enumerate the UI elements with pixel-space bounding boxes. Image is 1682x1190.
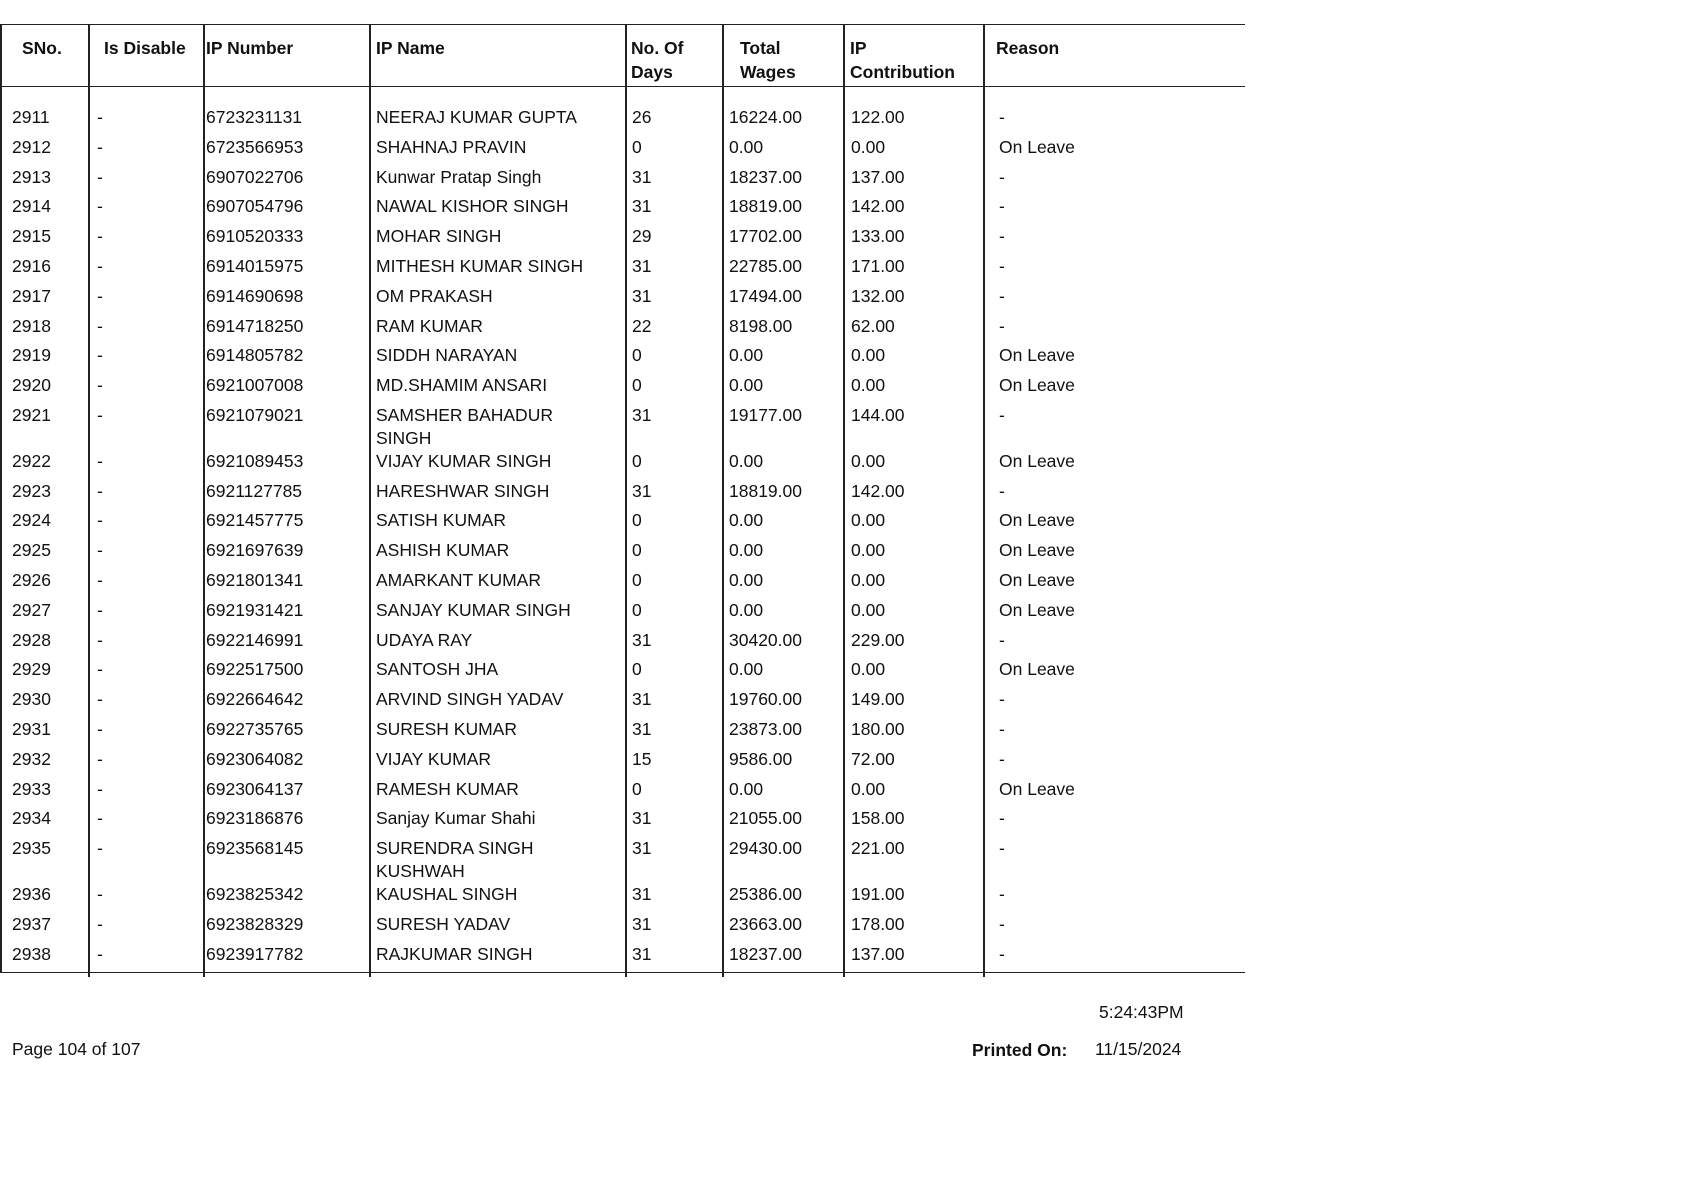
cell-sno: 2911 [12,107,50,127]
cell-total-wages: 0.00 [729,375,764,396]
cell-reason: On Leave [999,599,1075,620]
cell-reason: On Leave [999,510,1075,531]
cell-total-wages: 19760.00 [729,689,802,710]
cell-ip-number: 6907054796 [206,196,304,217]
cell-is-disable: - [97,375,103,396]
cell-reason: - [999,943,1005,964]
cell-days: 0 [632,375,642,396]
cell-ip-number: 6723231131 [206,107,303,127]
cell-ip-number: 6921457775 [206,510,304,531]
cell-is-disable: - [97,450,103,471]
cell-is-disable: - [97,196,103,217]
cell-total-wages: 0.00 [729,136,764,157]
cell-ip-name: RAM KUMAR [376,315,483,336]
cell-sno: 2933 [12,778,51,799]
cell-is-disable: - [97,778,103,799]
cell-reason: On Leave [999,540,1075,561]
cell-days: 31 [632,196,652,217]
cell-sno: 2937 [12,913,51,934]
cell-sno: 2914 [12,196,51,217]
cell-sno: 2923 [12,480,51,501]
header-ip-number: IP Number [206,38,294,58]
cell-sno: 2924 [12,510,51,531]
cell-days: 29 [632,226,652,247]
cell-total-wages: 18819.00 [729,196,802,217]
cell-days: 31 [632,285,652,306]
cell-days: 0 [632,570,642,590]
cell-reason: On Leave [999,659,1075,680]
cell-is-disable: - [97,629,103,650]
cell-ip-name: SANJAY KUMAR SINGH [376,599,571,620]
cell-total-wages: 0.00 [729,599,764,620]
printed-on-label: Printed On: [972,1040,1068,1060]
header-sno: SNo. [22,38,62,58]
cell-total-wages: 29430.00 [729,838,802,859]
cell-sno: 2915 [12,226,51,247]
cell-reason: - [999,629,1005,650]
column-divider [843,24,845,977]
cell-total-wages: 0.00 [729,450,764,471]
cell-is-disable: - [97,345,103,366]
cell-days: 0 [632,659,642,680]
cell-ip-contribution: 0.00 [851,599,886,620]
cell-is-disable: - [97,570,103,590]
cell-ip-name: SURESH YADAV [376,913,511,934]
cell-ip-contribution: 0.00 [851,570,886,590]
cell-total-wages: 0.00 [729,345,764,366]
cell-reason: - [999,107,1005,127]
column-divider [0,24,2,972]
cell-ip-number: 6923064082 [206,748,304,769]
cell-ip-contribution: 142.00 [851,196,905,217]
cell-ip-number: 6921007008 [206,375,304,396]
cell-total-wages: 21055.00 [729,808,802,829]
cell-ip-name: SURESH KUMAR [376,719,517,739]
cell-sno: 2936 [12,884,51,904]
cell-ip-number: 6921127785 [206,480,303,501]
cell-ip-number: 6923825342 [206,884,304,904]
cell-sno: 2918 [12,315,51,336]
cell-ip-name: NAWAL KISHOR SINGH [376,196,569,217]
cell-sno: 2919 [12,345,51,366]
cell-reason: - [999,285,1005,306]
cell-ip-contribution: 142.00 [851,480,905,501]
cell-ip-number: 6914805782 [206,345,304,366]
cell-ip-contribution: 0.00 [851,540,886,561]
cell-days: 0 [632,345,642,366]
cell-is-disable: - [97,510,103,531]
cell-sno: 2931 [12,719,51,739]
cell-days: 22 [632,315,652,336]
page-number: Page 104 of 107 [12,1039,141,1059]
cell-is-disable: - [97,808,103,829]
cell-ip-contribution: 0.00 [851,450,886,471]
cell-ip-name: OM PRAKASH [376,285,493,306]
header-days: No. Of Days [631,38,684,82]
cell-days: 31 [632,943,652,964]
cell-ip-name: SHAHNAJ PRAVIN [376,136,527,157]
cell-total-wages: 0.00 [729,659,764,680]
header-reason: Reason [996,38,1060,58]
cell-ip-contribution: 229.00 [851,629,905,650]
column-divider [88,24,90,977]
cell-reason: - [999,748,1005,769]
cell-reason: - [999,689,1005,710]
cell-ip-contribution: 158.00 [851,808,905,829]
contribution-table [0,24,1245,977]
cell-is-disable: - [97,943,103,964]
cell-is-disable: - [97,659,103,680]
table-top-rule [0,24,1245,25]
cell-ip-name: ARVIND SINGH YADAV [376,689,564,710]
cell-days: 31 [632,913,652,934]
cell-ip-contribution: 132.00 [851,285,905,306]
column-divider [722,24,724,977]
cell-is-disable: - [97,913,103,934]
cell-sno: 2938 [12,943,51,964]
cell-total-wages: 17494.00 [729,285,802,306]
cell-days: 0 [632,450,642,471]
column-divider [983,24,985,977]
cell-days: 31 [632,719,652,739]
cell-ip-name: SATISH KUMAR [376,510,506,531]
cell-total-wages: 23873.00 [729,719,802,739]
cell-sno: 2917 [12,285,51,306]
cell-reason: - [999,719,1005,739]
cell-reason: - [999,256,1005,276]
cell-ip-name: AMARKANT KUMAR [376,570,541,590]
cell-reason: - [999,196,1005,217]
cell-days: 0 [632,778,642,799]
cell-sno: 2922 [12,450,51,471]
cell-ip-name: HARESHWAR SINGH [376,480,550,501]
cell-ip-contribution: 0.00 [851,136,886,157]
cell-ip-contribution: 149.00 [851,689,905,710]
cell-is-disable: - [97,226,103,247]
cell-ip-number: 6723566953 [206,136,304,157]
cell-ip-number: 6923186876 [206,808,304,829]
cell-ip-contribution: 221.00 [851,838,905,859]
cell-sno: 2929 [12,659,51,680]
cell-ip-contribution: 137.00 [851,943,905,964]
cell-ip-number: 6910520333 [206,226,304,247]
cell-ip-name: MD.SHAMIM ANSARI [376,375,548,396]
cell-ip-number: 6914690698 [206,285,304,306]
cell-sno: 2921 [12,405,51,425]
cell-sno: 2926 [12,570,51,590]
header-contribution: IP Contribution [850,38,955,82]
cell-ip-contribution: 171.00 [851,256,905,276]
cell-is-disable: - [97,405,103,425]
cell-total-wages: 0.00 [729,570,764,590]
header-is-disable: Is Disable [104,38,186,58]
cell-reason: - [999,838,1005,859]
cell-total-wages: 17702.00 [729,226,802,247]
cell-reason: - [999,315,1005,336]
cell-sno: 2934 [12,808,51,829]
cell-reason: On Leave [999,570,1075,590]
cell-is-disable: - [97,838,103,859]
cell-total-wages: 25386.00 [729,884,802,904]
cell-ip-number: 6907022706 [206,166,304,187]
cell-days: 15 [632,748,652,769]
cell-ip-name: VIJAY KUMAR SINGH [376,450,552,471]
cell-days: 31 [632,884,652,904]
cell-reason: On Leave [999,450,1075,471]
cell-sno: 2927 [12,599,51,620]
cell-reason: On Leave [999,345,1075,366]
cell-ip-contribution: 133.00 [851,226,905,247]
cell-ip-name: SIDDH NARAYAN [376,345,518,366]
cell-ip-contribution: 0.00 [851,510,886,531]
cell-total-wages: 9586.00 [729,748,793,769]
cell-is-disable: - [97,599,103,620]
cell-total-wages: 0.00 [729,778,764,799]
cell-ip-number: 6923064137 [206,778,304,799]
cell-days: 0 [632,136,642,157]
cell-ip-number: 6921697639 [206,540,304,561]
cell-ip-contribution: 0.00 [851,778,886,799]
cell-is-disable: - [97,689,103,710]
cell-is-disable: - [97,107,103,127]
cell-ip-number: 6921089453 [206,450,304,471]
cell-sno: 2932 [12,748,51,769]
cell-is-disable: - [97,166,103,187]
cell-ip-number: 6922735765 [206,719,304,739]
cell-is-disable: - [97,540,103,561]
cell-days: 26 [632,107,652,127]
cell-ip-contribution: 191.00 [851,884,905,904]
cell-days: 31 [632,405,652,425]
cell-total-wages: 18819.00 [729,480,802,501]
cell-reason: - [999,884,1005,904]
cell-is-disable: - [97,256,103,276]
header-ip-name: IP Name [376,38,445,58]
header-wages: Total Wages [740,38,796,82]
cell-days: 31 [632,838,652,859]
cell-is-disable: - [97,748,103,769]
cell-ip-number: 6914015975 [206,256,304,276]
cell-ip-name: ASHISH KUMAR [376,540,510,561]
cell-ip-name: MITHESH KUMAR SINGH [376,256,584,276]
cell-total-wages: 16224.00 [729,107,802,127]
cell-ip-name: VIJAY KUMAR [376,748,492,769]
cell-ip-number: 6914718250 [206,315,304,336]
cell-total-wages: 8198.00 [729,315,793,336]
cell-total-wages: 18237.00 [729,166,802,187]
cell-sno: 2913 [12,166,51,187]
cell-total-wages: 0.00 [729,540,764,561]
cell-is-disable: - [97,719,103,739]
cell-ip-name: RAMESH KUMAR [376,778,519,799]
cell-ip-contribution: 122.00 [851,107,905,127]
cell-ip-number: 6921079021 [206,405,304,425]
cell-ip-contribution: 0.00 [851,659,886,680]
cell-ip-contribution: 0.00 [851,345,886,366]
cell-is-disable: - [97,315,103,336]
cell-total-wages: 23663.00 [729,913,802,934]
printed-on-date: 11/15/2024 [1095,1039,1182,1059]
cell-days: 0 [632,599,642,620]
cell-days: 0 [632,510,642,531]
cell-ip-contribution: 180.00 [851,719,905,739]
cell-sno: 2916 [12,256,51,276]
cell-ip-number: 6922146991 [206,629,304,650]
cell-ip-name: SURENDRA SINGH KUSHWAH [376,838,534,882]
table-bottom-rule [0,972,1245,973]
cell-reason: On Leave [999,375,1075,396]
cell-is-disable: - [97,480,103,501]
cell-sno: 2935 [12,838,51,859]
cell-sno: 2928 [12,629,51,650]
column-divider [203,24,205,977]
cell-ip-contribution: 72.00 [851,748,895,769]
cell-ip-contribution: 62.00 [851,315,895,336]
cell-ip-number: 6921931421 [206,599,304,620]
cell-reason: On Leave [999,778,1075,799]
cell-days: 31 [632,166,652,187]
cell-ip-number: 6923568145 [206,838,304,859]
cell-ip-name: RAJKUMAR SINGH [376,943,533,964]
cell-ip-number: 6921801341 [206,570,304,590]
cell-total-wages: 19177.00 [729,405,802,425]
cell-ip-name: UDAYA RAY [376,629,473,650]
column-divider [369,24,371,977]
cell-ip-number: 6922664642 [206,689,304,710]
cell-days: 31 [632,689,652,710]
cell-days: 0 [632,540,642,561]
cell-days: 31 [632,480,652,501]
cell-ip-contribution: 178.00 [851,913,905,934]
cell-ip-number: 6922517500 [206,659,304,680]
cell-ip-name: MOHAR SINGH [376,226,502,247]
cell-reason: - [999,166,1005,187]
cell-ip-name: KAUSHAL SINGH [376,884,518,904]
cell-sno: 2912 [12,136,51,157]
cell-total-wages: 22785.00 [729,256,802,276]
print-time: 5:24:43PM [1099,1002,1184,1022]
cell-ip-name: SANTOSH JHA [376,659,499,680]
cell-total-wages: 30420.00 [729,629,802,650]
header-bottom-rule [0,86,1245,87]
cell-ip-number: 6923917782 [206,943,304,964]
cell-ip-number: 6923828329 [206,913,304,934]
cell-is-disable: - [97,884,103,904]
cell-ip-name: Sanjay Kumar Shahi [376,808,536,829]
cell-reason: - [999,480,1005,501]
cell-reason: - [999,913,1005,934]
cell-days: 31 [632,629,652,650]
cell-ip-contribution: 137.00 [851,166,905,187]
cell-sno: 2930 [12,689,51,710]
cell-ip-contribution: 144.00 [851,405,905,425]
cell-sno: 2920 [12,375,51,396]
cell-days: 31 [632,256,652,276]
cell-sno: 2925 [12,540,51,561]
cell-ip-name: Kunwar Pratap Singh [376,166,542,187]
cell-days: 31 [632,808,652,829]
column-divider [625,24,627,977]
cell-total-wages: 18237.00 [729,943,802,964]
cell-reason: On Leave [999,136,1075,157]
cell-reason: - [999,808,1005,829]
cell-ip-contribution: 0.00 [851,375,886,396]
cell-total-wages: 0.00 [729,510,764,531]
cell-ip-name: SAMSHER BAHADUR SINGH [376,405,553,448]
cell-reason: - [999,405,1005,425]
cell-is-disable: - [97,136,103,157]
cell-is-disable: - [97,285,103,306]
cell-ip-name: NEERAJ KUMAR GUPTA [376,107,577,127]
cell-reason: - [999,226,1005,247]
